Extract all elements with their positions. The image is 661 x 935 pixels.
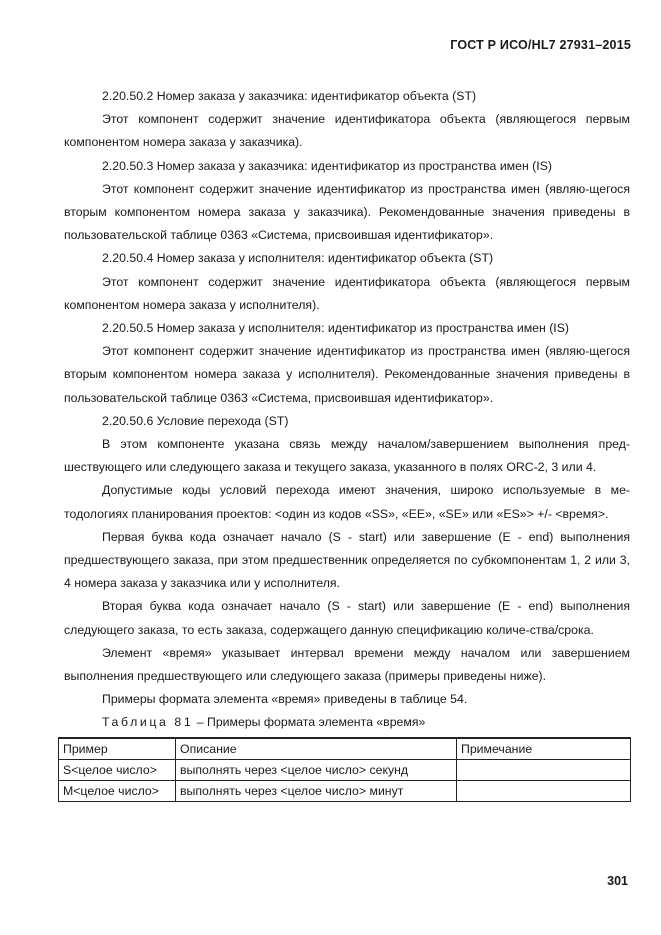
- table-caption: [64, 711, 630, 734]
- section-heading-2-20-50-3: 2.20.50.3 Номер заказа у заказчика: идентификатор из пространства имен (IS): [102, 158, 552, 173]
- body-paragraph: Этот компонент содержит значение идентификатор из пространства имен (являю-щегося вторым компонентом номера заказа у исполнителя). Рекомендованные значения приведены в пользовательской таблице 0363 «Система, присвоившая идентификатор».: [64, 344, 630, 405]
- table-row: [59, 759, 631, 780]
- body-paragraph: Этот компонент содержит значение идентификатора объекта (являющегося первым компонентом номера заказа у заказчика).: [64, 112, 630, 150]
- body-paragraph: Первая буква кода означает начало (S - start) или завершение (E - end) выполнения предшествующего заказа, при этом предшественник определяется по субкомпонентам 1, 2 или 3, 4 номера заказа у заказчика или у исполнителя.: [64, 529, 630, 591]
- body-paragraph: Примеры формата элемента «время» приведены в таблице 54.: [102, 692, 468, 707]
- table-cell: [457, 759, 631, 780]
- table-caption-label: Таблица 81: [102, 715, 194, 730]
- table-header-cell: Описание: [176, 738, 457, 760]
- table-cell: выполнять через <целое число> минут: [176, 780, 457, 801]
- section-heading-2-20-50-4: 2.20.50.4 Номер заказа у исполнителя: идентификатор объекта (ST): [102, 251, 494, 266]
- table-cell: [457, 780, 631, 801]
- table-cell: S<целое число>: [59, 759, 176, 780]
- table-cell: M<целое число>: [59, 780, 176, 801]
- table-header-cell: Пример: [59, 738, 176, 760]
- document-body: [64, 85, 630, 802]
- time-format-table: [58, 737, 631, 802]
- table-header-cell: Примечание: [457, 738, 631, 760]
- table-caption-text: – Примеры формата элемента «время»: [196, 715, 426, 730]
- body-paragraph: В этом компоненте указана связь между началом/завершением выполнения пред-шествующего или следующего заказа и текущего заказа, указанного в полях ORC-2, 3 или 4.: [64, 437, 630, 475]
- body-paragraph: Элемент «время» указывает интервал времени между началом или завершением выполнения предшествующего или следующего заказа (примеры приведены ниже).: [64, 645, 630, 684]
- page-number: 301: [607, 874, 628, 888]
- body-paragraph: Допустимые коды условий перехода имеют значения, широко используемые в ме-тодологиях планирования проектов: <один из кодов «SS», «EE», «SE» или «ES»> +/- <время>.: [64, 483, 630, 521]
- section-heading-2-20-50-6: 2.20.50.6 Условие перехода (ST): [102, 413, 289, 428]
- document-header: ГОСТ Р ИСО/HL7 27931–2015: [450, 38, 631, 52]
- table-row: [59, 780, 631, 801]
- table-header-row: [59, 738, 631, 760]
- body-paragraph: Вторая буква кода означает начало (S - start) или завершение (E - end) выполнения следующего заказа, то есть заказа, содержащего данную спецификацию количе-ства/срока.: [64, 599, 630, 637]
- section-heading-2-20-50-2: 2.20.50.2 Номер заказа у заказчика: идентификатор объекта (ST): [102, 89, 477, 103]
- body-paragraph: Этот компонент содержит значение идентификатора объекта (являющегося первым компонентом номера заказа у исполнителя).: [64, 274, 630, 312]
- table-cell: выполнять через <целое число> секунд: [176, 759, 457, 780]
- section-heading-2-20-50-5: 2.20.50.5 Номер заказа у исполнителя: идентификатор из пространства имен (IS): [102, 321, 570, 336]
- body-paragraph: Этот компонент содержит значение идентификатор из пространства имен (являю-щегося вторым компонентом номера заказа у заказчика). Рекомендованные значения приведены в пользовательской таблице 0363 «Система, присвоившая идентификатор».: [64, 181, 630, 243]
